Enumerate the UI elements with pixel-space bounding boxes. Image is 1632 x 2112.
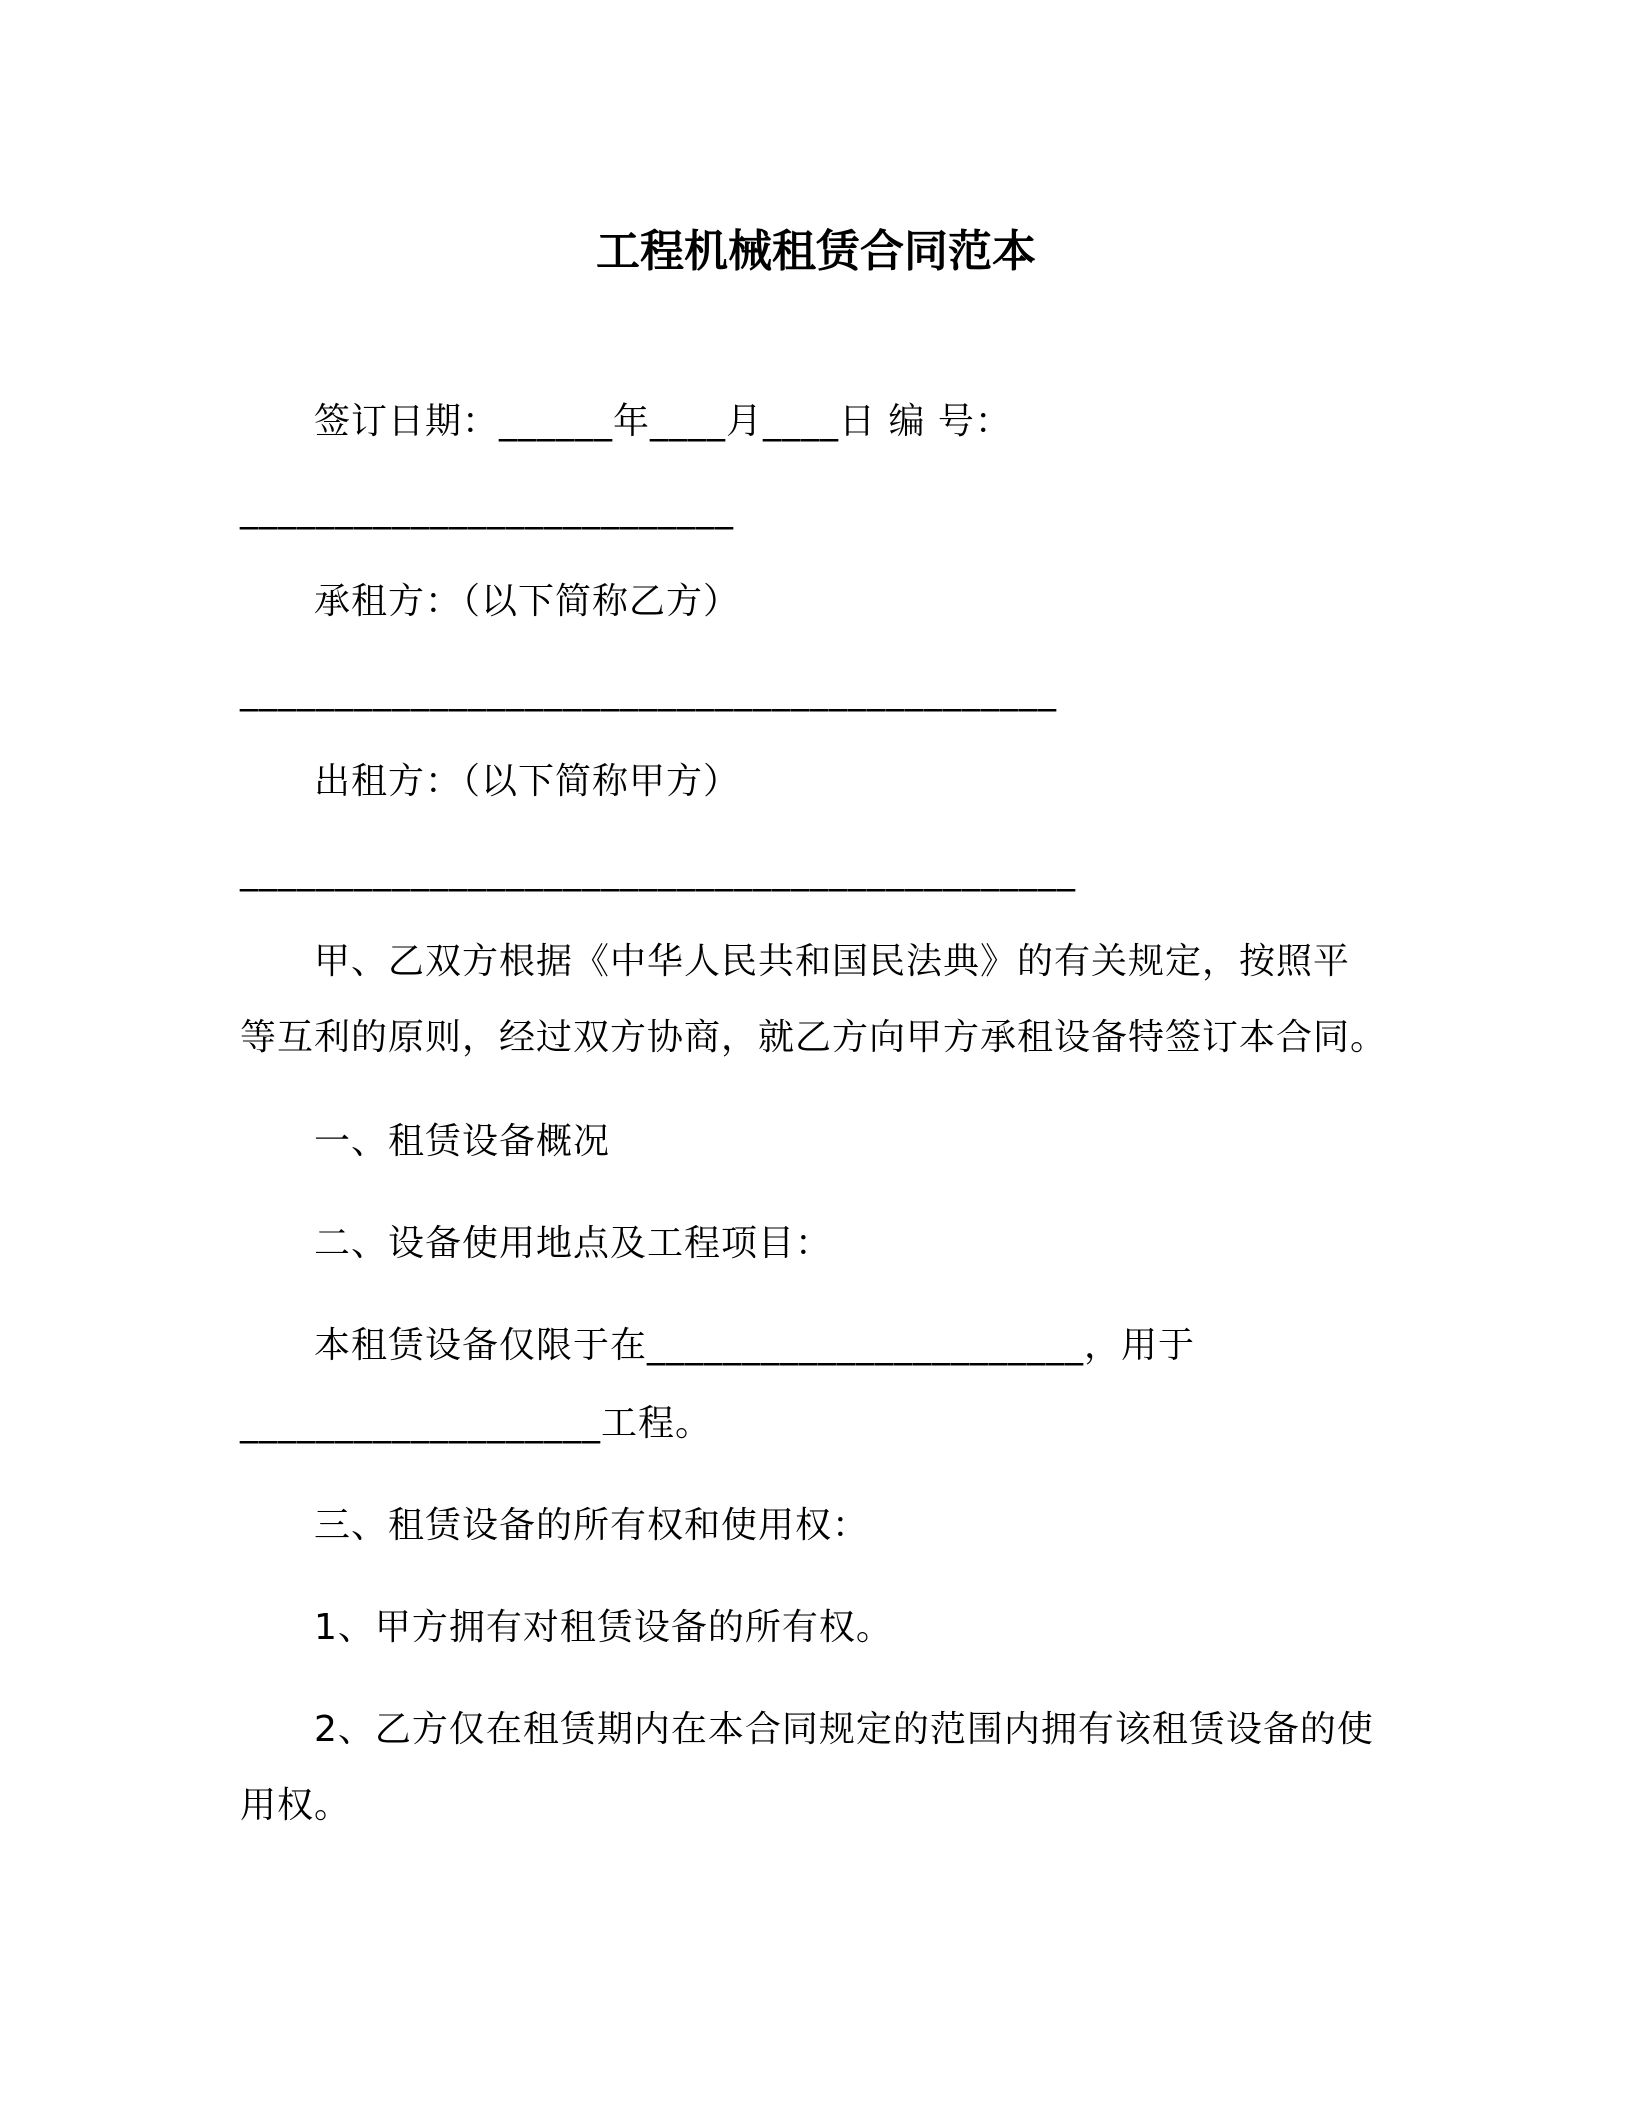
contract-number-blank: __________________________ bbox=[240, 489, 734, 530]
lessee-blank: ___________________________________________ bbox=[240, 671, 1057, 712]
preamble-line-1: 甲、乙双方根据《中华人民共和国民法典》的有关规定，按照平 bbox=[240, 941, 1351, 982]
preamble-line-2: 等互利的原则，经过双方协商，就乙方向甲方承租设备特签订本合同。 bbox=[240, 1017, 1388, 1058]
section-1-heading: 一、租赁设备概况 bbox=[240, 1121, 611, 1162]
section-3-heading: 三、租赁设备的所有权和使用权： bbox=[240, 1505, 870, 1546]
location-clause-line-2: ___________________工程。 bbox=[240, 1403, 713, 1444]
location-clause-line-1: 本租赁设备仅限于在_______________________，用于 bbox=[240, 1325, 1196, 1366]
lessee-label: 承租方：（以下简称乙方） bbox=[240, 581, 741, 622]
clause-3-1: 1、甲方拥有对租赁设备的所有权。 bbox=[240, 1607, 893, 1648]
section-2-heading: 二、设备使用地点及工程项目： bbox=[240, 1223, 833, 1264]
clause-3-2-line-2: 用权。 bbox=[240, 1785, 352, 1826]
signing-date-line: 签订日期：______年____月____日 编 号： bbox=[240, 401, 1012, 442]
clause-3-2-line-1: 2、乙方仅在租赁期内在本合同规定的范围内拥有该租赁设备的使 bbox=[240, 1709, 1374, 1750]
lessor-label: 出租方：（以下简称甲方） bbox=[240, 761, 741, 802]
lessor-blank: ____________________________________________ bbox=[240, 851, 1076, 892]
document-title: 工程机械租赁合同范本 bbox=[596, 226, 1036, 277]
